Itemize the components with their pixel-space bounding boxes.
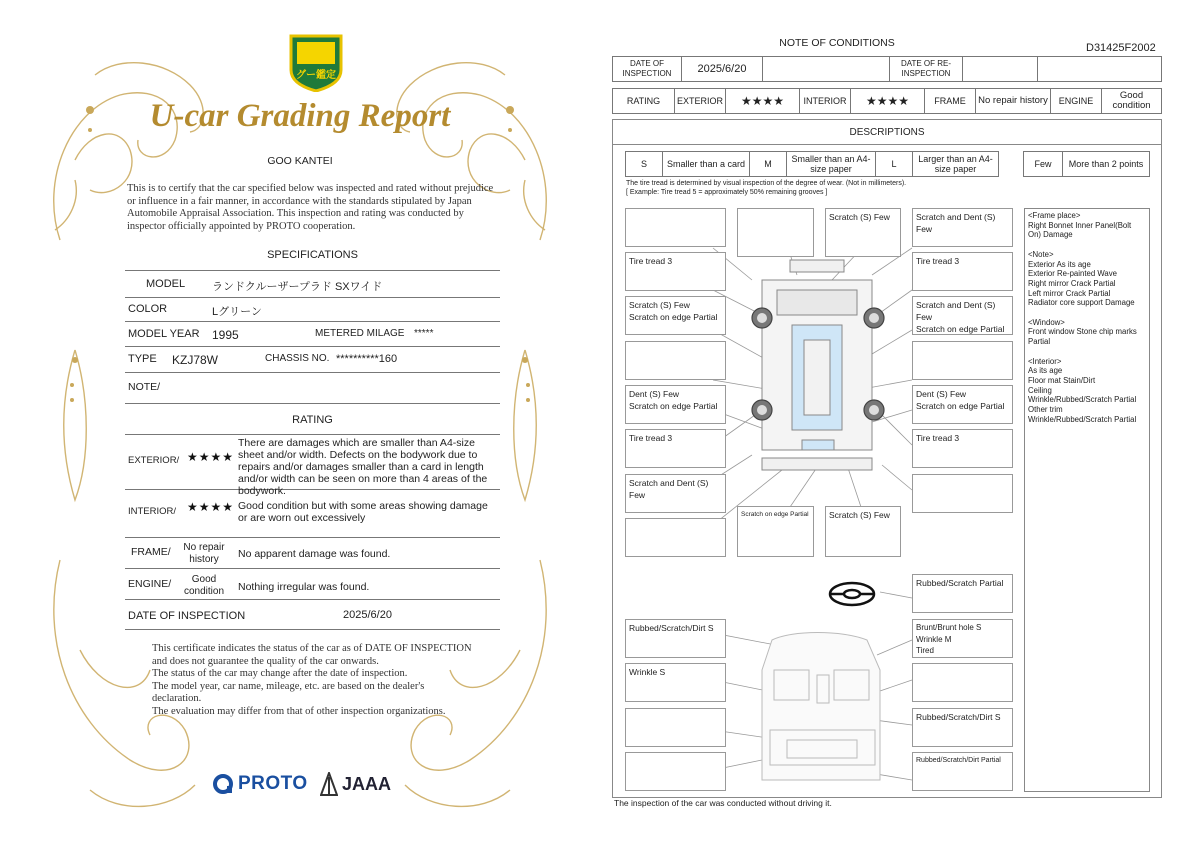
tire-box-front-right: Tire tread 3: [912, 252, 1013, 291]
chassis-label: CHASSIS NO.: [265, 353, 330, 364]
notes-line: Floor mat Stain/Dirt: [1028, 375, 1096, 385]
inspection-date-value: 2025/6/20: [681, 56, 763, 82]
engine-label: ENGINE/: [128, 578, 172, 590]
type-label: TYPE: [128, 353, 157, 365]
interior-label: INTERIOR: [799, 88, 851, 114]
damage-line: Scratch on edge Partial: [629, 312, 718, 322]
interior-stars: ★★★★: [187, 500, 235, 514]
disclaimer: [152, 643, 472, 718]
damage-line: Scratch and Dent (S) Few: [916, 300, 996, 322]
damage-box-empty: [625, 708, 726, 747]
damage-box-rear-left: Scratch and Dent (S) Few: [625, 474, 726, 513]
frame-value: No repair history: [975, 88, 1051, 114]
frame-label: FRAME/: [131, 546, 171, 558]
legend-code-m: M: [749, 151, 787, 177]
legend-text-s: Smaller than a card: [662, 151, 750, 177]
damage-box-rear-right: Scratch (S) Few: [825, 506, 901, 557]
notes-line: Ceiling: [1028, 385, 1052, 395]
frame-description: No apparent damage was found.: [238, 548, 391, 560]
legend-text-few: More than 2 points: [1062, 151, 1150, 177]
interior-label: INTERIOR/: [128, 506, 177, 517]
damage-box-right-rear: [912, 385, 1013, 424]
jaaa-brand-text: JAAA: [342, 773, 392, 794]
damage-box-empty: [625, 518, 726, 557]
certification-text: This is to certify that the car specified below was inspected and rated without prejudice or influence in a fair manner, in accordance with the standards stipulated by Japan Automobile Appraisal Association. This inspection and rating was conducted by inspector officially appointed by PROTO cooperation.: [127, 183, 494, 232]
notes-line: Front window Stone chip marks Partial: [1028, 327, 1137, 347]
notes-line: <Window>: [1028, 317, 1065, 327]
damage-line: Dent (S) Few: [629, 389, 680, 399]
report-subtitle: GOO KANTEI: [267, 155, 333, 167]
jaaa-mark-icon: [320, 772, 338, 796]
exterior-stars: ★★★★: [725, 88, 800, 114]
interior-stars: ★★★★: [850, 88, 925, 114]
damage-box-empty: [625, 752, 726, 791]
damage-box-empty: [912, 474, 1013, 513]
notes-line: Exterior Re-painted Wave: [1028, 269, 1117, 279]
color-value: Lグリーン: [212, 306, 262, 318]
notes-line: Exterior As its age: [1028, 259, 1091, 269]
steering-damage-box: Rubbed/Scratch Partial: [912, 574, 1013, 613]
notes-panel: [1024, 208, 1150, 792]
mileage-label: METERED MILAGE: [315, 328, 405, 339]
tire-note: The tire tread is determined by visual inspection of the degree of wear. (Not in millimeters).: [626, 180, 907, 187]
damage-box-empty: [625, 208, 726, 247]
frame-label: FRAME: [924, 88, 976, 114]
notes-line: <Frame place>: [1028, 211, 1081, 220]
notes-line: Wrinkle/Rubbed/Scratch Partial: [1028, 414, 1137, 424]
notes-line: Radiator core support Damage: [1028, 298, 1135, 308]
legend-text-l: Larger than an A4-size paper: [912, 151, 999, 177]
interior-box-2: [912, 619, 1013, 658]
proto-mark-icon: [212, 773, 234, 795]
damage-line: Scratch (S) Few: [629, 300, 690, 310]
damage-box-right-front: [912, 296, 1013, 335]
inspection-footer-note: The inspection of the car was conducted without driving it.: [614, 798, 832, 808]
damage-box-empty: [912, 663, 1013, 702]
interior-box-1: Rubbed/Scratch/Dirt S: [625, 619, 726, 658]
conditions-heading: NOTE OF CONDITIONS: [779, 37, 895, 49]
goo-kantei-logo: [287, 30, 345, 92]
model-value: ランドクルーザープラド SXワイド: [212, 281, 383, 293]
report-title: U-car Grading Report: [149, 98, 451, 134]
notes-line: Wrinkle/Rubbed/Scratch Partial: [1028, 395, 1137, 405]
proto-logo: [212, 771, 308, 797]
notes-line: As its age: [1028, 366, 1063, 376]
color-label: COLOR: [128, 303, 168, 315]
disclaimer-line: The model year, car name, mileage, etc. are based on the dealer's declaration.: [152, 680, 425, 704]
inspection-date-label: DATE OF INSPECTION: [128, 610, 246, 622]
damage-line: Wrinkle M: [916, 634, 952, 644]
proto-brand-text: PROTO: [238, 773, 308, 794]
logo-text: グー鑑定: [296, 70, 336, 81]
damage-line: Brunt/Brunt hole S: [916, 623, 982, 632]
shield-icon: [287, 30, 345, 92]
notes-line: <Interior>: [1028, 356, 1062, 366]
specifications-heading: SPECIFICATIONS: [267, 249, 358, 261]
damage-box-empty: [625, 341, 726, 380]
note-of-conditions-sheet: [600, 0, 1200, 848]
model-label: MODEL: [146, 278, 186, 290]
notes-line: <Note>: [1028, 249, 1054, 259]
note-label: NOTE/: [128, 381, 161, 393]
damage-line: Scratch on edge Partial: [916, 401, 1005, 411]
tire-box-rear-left: Tire tread 3: [625, 429, 726, 468]
reinspection-date-label: DATE OF RE-INSPECTION: [889, 56, 963, 82]
notes-line: Right Bonnet Inner Panel(Bolt On) Damage: [1028, 220, 1132, 240]
tire-example: [ Example: Tire tread 5 = approximately 50% remaining grooves ]: [626, 189, 828, 196]
mileage-value: *****: [414, 328, 434, 339]
notes-line: Other trim: [1028, 405, 1063, 415]
frame-value: No repair history: [183, 542, 225, 565]
jaaa-logo: [320, 771, 391, 797]
engine-description: Nothing irregular was found.: [238, 581, 370, 593]
blank-cell: [1037, 56, 1162, 82]
damage-box-empty: [912, 341, 1013, 380]
tire-box-front-left: Tire tread 3: [625, 252, 726, 291]
inspection-date-label: DATE OF INSPECTION: [612, 56, 682, 82]
blank-cell: [762, 56, 890, 82]
reinspection-date-value: [962, 56, 1038, 82]
damage-line: Dent (S) Few: [916, 389, 967, 399]
legend-text-m: Smaller than an A4-size paper: [786, 151, 876, 177]
damage-line: Scratch on edge Partial: [629, 401, 718, 411]
rating-heading: RATING: [292, 414, 333, 426]
interior-box-4: Rubbed/Scratch/Dirt S: [912, 708, 1013, 747]
engine-label: ENGINE: [1050, 88, 1102, 114]
interior-box-5: Rubbed/Scratch/Dirt Partial: [912, 752, 1013, 791]
model-year-label: MODEL YEAR: [128, 328, 200, 340]
damage-line: Tired: [916, 646, 934, 655]
damage-box-rear: Scratch on edge Partial: [737, 506, 814, 557]
legend-code-few: Few: [1023, 151, 1063, 177]
notes-line: Left mirror Crack Partial: [1028, 288, 1111, 298]
engine-value: Good condition: [1101, 88, 1162, 114]
document-id: D31425F2002: [1086, 42, 1156, 54]
damage-line: Scratch on edge Partial: [916, 324, 1005, 334]
chassis-value: **********160: [336, 353, 398, 365]
exterior-stars: ★★★★: [187, 450, 235, 464]
descriptions-heading: DESCRIPTIONS: [612, 119, 1162, 145]
exterior-description: There are damages which are smaller than A4-size sheet and/or width. Defects on the bodywork due to repairs and/or damages smaller than a card in length and/or width can be seen on more than 4 areas of the bodywork.: [238, 437, 488, 497]
interior-description: Good condition but with some areas showing damage or are worn out excessively: [238, 500, 488, 524]
steering-wheel-icon: [830, 583, 874, 605]
legend-code-l: L: [875, 151, 913, 177]
damage-box-left-front: [625, 296, 726, 335]
disclaimer-line: This certificate indicates the status of the car as of DATE OF INSPECTION and does not guarantee the quality of the car onwards.: [152, 643, 472, 667]
notes-line: Right mirror Crack Partial: [1028, 278, 1116, 288]
type-value: KZJ78W: [172, 353, 219, 367]
damage-box-left-rear: [625, 385, 726, 424]
disclaimer-line: The status of the car may change after the date of inspection.: [152, 668, 408, 679]
damage-box-empty: [737, 208, 814, 257]
exterior-label: EXTERIOR/: [128, 455, 180, 466]
rating-label: RATING: [612, 88, 675, 114]
exterior-label: EXTERIOR: [674, 88, 726, 114]
legend-code-s: S: [625, 151, 663, 177]
interior-box-3: Wrinkle S: [625, 663, 726, 702]
tire-box-rear-right: Tire tread 3: [912, 429, 1013, 468]
model-year-value: 1995: [212, 328, 239, 342]
damage-box-front: Scratch (S) Few: [825, 208, 901, 257]
disclaimer-line: The evaluation may differ from that of other inspection organizations.: [152, 705, 446, 717]
damage-box-front-right: Scratch and Dent (S) Few: [912, 208, 1013, 247]
engine-value: Good condition: [183, 574, 225, 597]
inspection-date-value: 2025/6/20: [343, 609, 392, 621]
